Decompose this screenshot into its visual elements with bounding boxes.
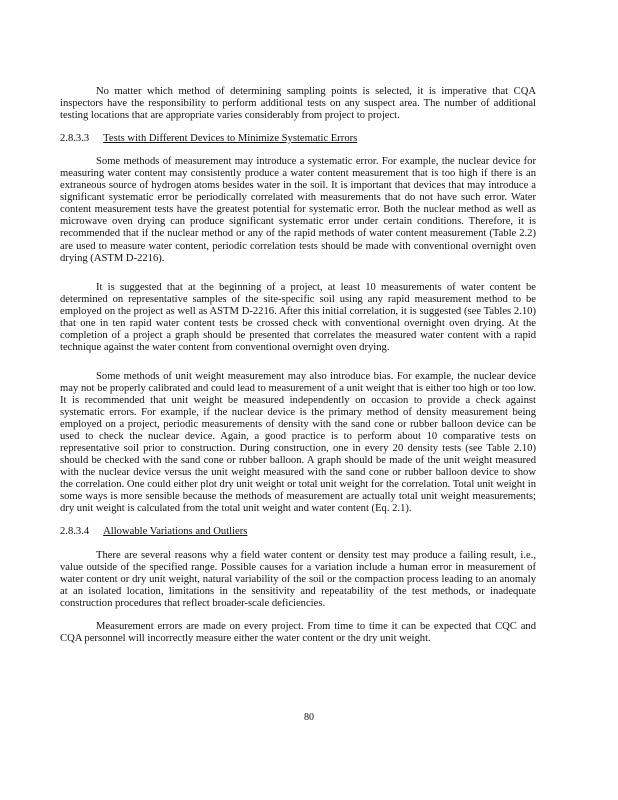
section-heading-systematic-errors (60, 133, 536, 145)
paragraph-water-content-correlation: It is suggested that at the beginning of a project, at least 10 measurements of water content be determined on representative samples of the site-specific soil using any rapid measurement method to be employed on the project as well as ASTM D-2216. After this initial correlation, it is suggested (see Tables 2.10) that one in ten rapid water content tests be crossed check with conventional overnight oven drying. At the completion of a project a graph should be presented that correlates the measured water content with a rapid technique against the water content from conventional overnight oven drying. (60, 281, 536, 353)
page-number: 80 (304, 712, 314, 723)
paragraph-sampling-points: No matter which method of determining sampling points is selected, it is imperative that CQA inspectors have the responsibility to perform additional tests on any suspect area. The number of additional testing locations that are appropriate varies considerably from project to project. (60, 86, 536, 122)
section-title: Allowable Variations and Outliers (103, 526, 248, 538)
document-page (60, 86, 536, 645)
section-title: Tests with Different Devices to Minimize Systematic Errors (103, 133, 358, 145)
section-heading-allowable-variations (60, 526, 536, 538)
paragraph-measurement-errors: Measurement errors are made on every project. From time to time it can be expected that CQC and CQA personnel will incorrectly measure either the water content or the dry unit weight. (60, 620, 536, 644)
section-number: 2.8.3.3 (60, 133, 90, 145)
paragraph-systematic-error: Some methods of measurement may introduce a systematic error. For example, the nuclear device for measuring water content may consistently produce a water content measurement that is too high if there is an extraneous source of hydrogen atoms besides water in the soil. It is important that devices that may introduce a significant systematic error be periodically correlated with measurements that do not have such error. Water content measurement tests have the greatest potential for systematic error. Both the nuclear method as well as microwave oven drying can produce significant systematic error under certain conditions. Therefore, it is recommended that if the nuclear method or any of the rapid methods of water content measurement (Table 2.2) are used to measure water content, periodic correlation tests should be made with conventional overnight oven drying (ASTM D-2216). (60, 156, 536, 264)
paragraph-unit-weight-bias: Some methods of unit weight measurement may also introduce bias. For example, the nuclear device may not be properly calibrated and could lead to measurement of a unit weight that is either too high or too low. It is recommended that unit weight be measured independently on occasion to provide a check against systematic errors. For example, if the nuclear device is the primary method of density measurement being employed on a project, periodic measurements of density with the sand cone or rubber balloon device can be used to check the nuclear device. Again, a good practice is to perform about 10 comparative tests on representative soil prior to construction. During construction, one in every 20 density tests (see Table 2.10) should be checked with the sand cone or rubber balloon. A graph should be made of the unit weight measured with the nuclear device versus the unit weight measured with the sand cone or rubber balloon device to show the correlation. One could either plot dry unit weight or total unit weight for the correlation. Total unit weight in some ways is more sensible because the methods of measurement are actually total unit weight measurements; dry unit weight is calculated from the total unit weight and water content (Eq. 2.1). (60, 370, 536, 515)
paragraph-failing-result: There are several reasons why a field water content or density test may produce a failing result, i.e., value outside of the specified range. Possible causes for a variation include a human error in measurement of water content or dry unit weight, natural variability of the soil or the compaction process leading to an anomaly at an isolated location, limitations in the sensitivity and repeatability of the test methods, or inadequate construction procedures that reflect broader-scale deficiencies. (60, 549, 536, 609)
section-number: 2.8.3.4 (60, 526, 90, 538)
